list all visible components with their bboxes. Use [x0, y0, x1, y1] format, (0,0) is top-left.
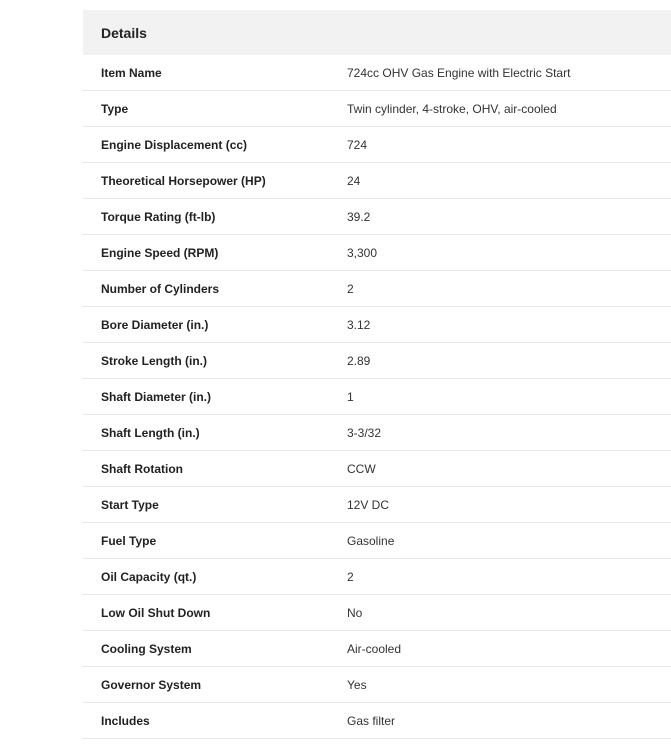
spec-row — [83, 487, 671, 523]
spec-value: 724cc OHV Gas Engine with Electric Start — [347, 65, 571, 80]
details-spec-table — [83, 10, 671, 739]
spec-label: Theoretical Horsepower (HP) — [101, 173, 266, 188]
spec-value: Air-cooled — [347, 641, 402, 656]
spec-value: 1 — [347, 389, 354, 404]
spec-value: 3,300 — [347, 245, 378, 260]
spec-label: Start Type — [101, 497, 159, 512]
spec-row — [83, 55, 671, 91]
spec-label: Engine Displacement (cc) — [101, 137, 248, 152]
spec-row — [83, 595, 671, 631]
spec-row — [83, 343, 671, 379]
spec-value: 12V DC — [347, 497, 390, 512]
spec-row — [83, 91, 671, 127]
spec-row — [83, 235, 671, 271]
spec-label: Oil Capacity (qt.) — [101, 569, 197, 584]
spec-label: Cooling System — [101, 641, 192, 656]
spec-label: Includes — [101, 713, 150, 728]
spec-row — [83, 559, 671, 595]
spec-label: Engine Speed (RPM) — [101, 245, 219, 260]
spec-value: 24 — [347, 173, 361, 188]
details-title: Details — [101, 24, 147, 41]
spec-label: Shaft Length (in.) — [101, 425, 200, 440]
spec-label: Item Name — [101, 65, 162, 80]
spec-value: 724 — [347, 137, 368, 152]
spec-row — [83, 667, 671, 703]
spec-label: Shaft Rotation — [101, 461, 183, 476]
spec-row — [83, 415, 671, 451]
spec-rows — [83, 55, 671, 739]
spec-row — [83, 199, 671, 235]
spec-label: Type — [101, 101, 129, 116]
spec-value: 2.89 — [347, 353, 371, 368]
spec-label: Governor System — [101, 677, 202, 692]
spec-row — [83, 379, 671, 415]
spec-row — [83, 451, 671, 487]
spec-row — [83, 271, 671, 307]
spec-value: Yes — [347, 677, 367, 692]
spec-value: No — [347, 605, 363, 620]
spec-label: Fuel Type — [101, 533, 157, 548]
spec-label: Low Oil Shut Down — [101, 605, 211, 620]
details-header — [83, 10, 671, 55]
spec-row — [83, 127, 671, 163]
spec-value: 39.2 — [347, 209, 371, 224]
spec-label: Number of Cylinders — [101, 281, 220, 296]
spec-value: Twin cylinder, 4-stroke, OHV, air-cooled — [347, 101, 557, 116]
spec-row — [83, 523, 671, 559]
spec-row — [83, 703, 671, 739]
spec-value: 2 — [347, 281, 354, 296]
spec-row — [83, 307, 671, 343]
spec-value: 2 — [347, 569, 354, 584]
spec-value: Gas filter — [347, 713, 396, 728]
spec-label: Shaft Diameter (in.) — [101, 389, 212, 404]
spec-value: 3.12 — [347, 317, 371, 332]
spec-value: 3-3/32 — [347, 425, 382, 440]
spec-row — [83, 631, 671, 667]
spec-value: Gasoline — [347, 533, 395, 548]
spec-label: Torque Rating (ft-lb) — [101, 209, 216, 224]
spec-label: Bore Diameter (in.) — [101, 317, 209, 332]
spec-label: Stroke Length (in.) — [101, 353, 207, 368]
spec-value: CCW — [347, 461, 376, 476]
spec-row — [83, 163, 671, 199]
